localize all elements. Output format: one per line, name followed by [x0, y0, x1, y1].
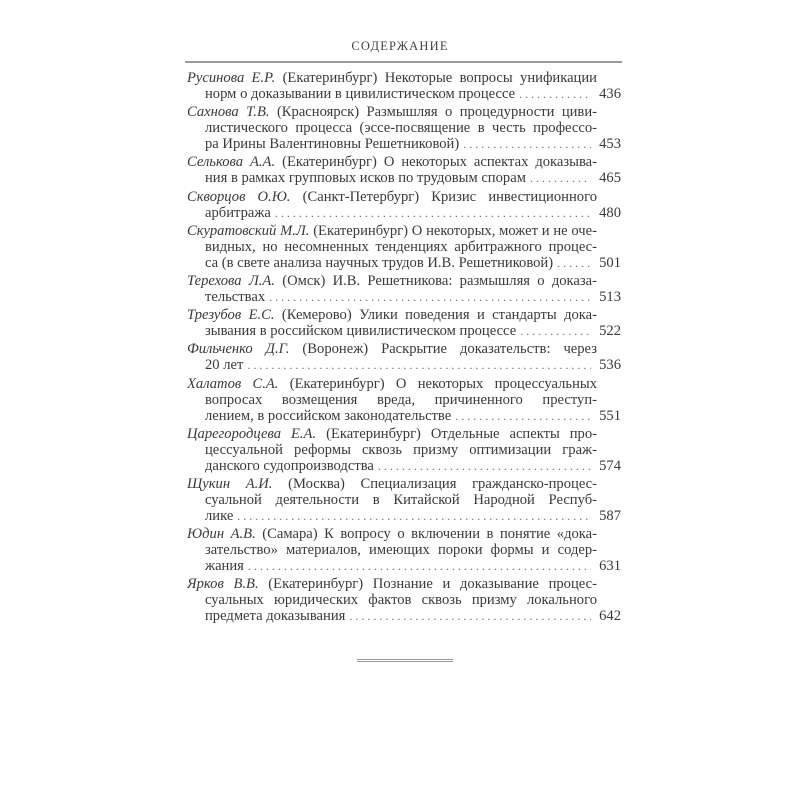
dot-leader: [455, 408, 591, 424]
entry-author: Селькова А.А.: [187, 154, 276, 171]
toc-entry: [187, 376, 621, 424]
entry-title-text: тельствах: [205, 288, 266, 305]
page-number: 631: [599, 558, 621, 575]
toc-entry: [187, 526, 621, 574]
page-number: 436: [599, 86, 621, 102]
entry-author: Ярков В.В.: [187, 576, 259, 593]
page-number: 536: [599, 357, 621, 374]
entry-text: [205, 458, 374, 474]
table-of-contents: [187, 70, 621, 626]
entry-text: [205, 608, 345, 624]
dot-leader: [275, 205, 591, 221]
entry-title-text: видных, но несомненных тенденциях арбитражного процес-: [205, 238, 597, 255]
toc-entry-last-line: [205, 323, 621, 339]
entry-title-text: листического процесса (эссе-посвящение в честь профессо-: [205, 120, 597, 137]
dot-leader: [248, 558, 591, 574]
toc-entry: [187, 273, 621, 305]
page-number: 453: [599, 136, 621, 153]
toc-entry: [187, 426, 621, 474]
toc-entry-line: [187, 104, 597, 120]
toc-entry: [187, 476, 621, 524]
entry-text: [205, 289, 265, 305]
entry-author: Скуратовский М.Л.: [187, 222, 310, 239]
toc-entry-last-line: [205, 408, 621, 424]
toc-entry-last-line: [205, 136, 621, 152]
toc-entry-line: [205, 442, 597, 458]
page-number: 480: [599, 204, 621, 221]
header-rule: [185, 61, 622, 63]
running-header: СОДЕРЖАНИЕ: [351, 39, 449, 53]
toc-entry-line: [187, 576, 597, 592]
entry-title-text: (Самара) К вопросу о включении в понятие «дока-: [262, 526, 597, 543]
entry-title-text: (Екатеринбург) Познание и доказывание процес-: [268, 576, 597, 593]
toc-entry-last-line: [205, 357, 621, 373]
entry-text: [205, 205, 271, 221]
entry-title-text: (Красноярск) Размышляя о процедурности циви-: [276, 104, 597, 121]
entry-title-text: (Екатеринбург) О некоторых процессуальных: [289, 375, 597, 392]
toc-entry-last-line: [205, 508, 621, 524]
entry-title-text: зывания в российском цивилистическом процессе: [205, 323, 517, 340]
toc-entry-line: [187, 223, 597, 239]
toc-entry-last-line: [205, 205, 621, 221]
entry-title-text: жания: [205, 558, 244, 575]
page-number: 465: [599, 170, 621, 187]
toc-entry-line: [187, 476, 597, 492]
end-ornament-rule: [357, 659, 453, 662]
entry-title-text: са (в свете анализа научных трудов И.В. Решетниковой): [205, 254, 554, 271]
entry-text: [205, 558, 244, 574]
page-number: 574: [599, 457, 621, 474]
entry-text: [205, 255, 553, 271]
toc-entry-line: [205, 592, 597, 608]
entry-title-text: норм о доказывании в цивилистическом процессе: [205, 86, 516, 102]
toc-entry-line: [205, 120, 597, 136]
toc-entry: [187, 154, 621, 186]
toc-entry-line: [187, 307, 597, 323]
entry-text: [205, 357, 243, 373]
toc-entry: [187, 576, 621, 624]
entry-author: Скворцов О.Ю.: [187, 188, 291, 205]
entry-title-text: (Кемерово) Улики поведения и стандарты дока-: [281, 307, 597, 324]
dot-leader: [519, 86, 591, 102]
page-number: 501: [599, 254, 621, 271]
toc-entry: [187, 341, 621, 373]
entry-title-text: (Воронеж) Раскрытие доказательств: через: [302, 341, 597, 358]
dot-leader: [530, 170, 591, 186]
entry-title-text: (Екатеринбург) О некоторых аспектах доказыва-: [282, 154, 597, 171]
toc-entry-last-line: [205, 289, 621, 305]
toc-entry-line: [187, 376, 597, 392]
page-number: 551: [599, 407, 621, 424]
toc-entry: [187, 70, 621, 102]
toc-entry: [187, 189, 621, 221]
entry-title-text: лике: [205, 507, 234, 524]
entry-title-text: зательство» материалов, имеющих пороки формы и содер-: [205, 542, 597, 559]
entry-author: Халатов С.А.: [187, 375, 279, 392]
entry-title-text: (Омск) И.В. Решетникова: размышляя о доказа-: [282, 272, 597, 289]
page-number: 513: [599, 288, 621, 305]
entry-author: Сахнова Т.В.: [187, 104, 270, 121]
toc-entry-line: [187, 526, 597, 542]
toc-entry-last-line: [205, 170, 621, 186]
toc-entry-line: [187, 273, 597, 289]
toc-entry: [187, 307, 621, 339]
entry-text: [205, 323, 516, 339]
entry-title-text: ния в рамках групповых исков по трудовым спорам: [205, 170, 526, 187]
toc-entry-line: [187, 341, 597, 357]
entry-title-text: ра Ирины Валентиновны Решетниковой): [205, 136, 460, 153]
toc-entry-line: [187, 426, 597, 442]
entry-title-text: (Екатеринбург) О некоторых, может и не оче-: [313, 222, 597, 239]
entry-title-text: лением, в российском законодательстве: [205, 407, 452, 424]
entry-author: Трезубов Е.С.: [187, 307, 275, 324]
entry-title-text: (Екатеринбург) Некоторые вопросы унификации: [282, 70, 597, 86]
entry-title-text: (Екатеринбург) Отдельные аспекты про-: [326, 425, 597, 442]
entry-author: Царегородцева Е.А.: [187, 425, 317, 442]
toc-entry-line: [187, 154, 597, 170]
toc-entry-line: [205, 239, 597, 255]
toc-entry-line: [187, 189, 597, 205]
entry-title-text: (Санкт-Петербург) Кризис инвестиционного: [302, 188, 597, 205]
entry-title-text: суальной деятельности в Китайской Народной Респуб-: [205, 491, 597, 508]
entry-text: [205, 170, 526, 186]
toc-entry-last-line: [205, 86, 621, 102]
entry-author: Терехова Л.А.: [187, 272, 275, 289]
entry-title-text: суальных юридических фактов сквозь призму локального: [205, 592, 597, 609]
toc-entry-last-line: [205, 558, 621, 574]
entry-title-text: вопросах возмещения вреда, причиненного преступ-: [205, 391, 597, 408]
entry-text: [205, 86, 515, 102]
entry-author: Юдин А.В.: [187, 526, 256, 543]
entry-title-text: предмета доказывания: [205, 608, 346, 625]
toc-entry: [187, 223, 621, 271]
entry-title-text: 20 лет: [205, 357, 244, 374]
entry-title-text: цессуальной реформы сквозь призму оптимизации граж-: [205, 441, 597, 458]
entry-author: Русинова Е.Р.: [187, 70, 276, 86]
entry-title-text: данского судопроизводства: [205, 457, 374, 474]
dot-leader: [269, 289, 591, 305]
dot-leader: [349, 608, 591, 624]
toc-entry-last-line: [205, 458, 621, 474]
toc-entry: [187, 104, 621, 152]
toc-entry-last-line: [205, 255, 621, 271]
dot-leader: [463, 136, 591, 152]
toc-entry-line: [187, 70, 597, 86]
toc-entry-line: [205, 542, 597, 558]
page-number: 587: [599, 507, 621, 524]
dot-leader: [247, 357, 591, 373]
entry-title-text: арбитража: [205, 204, 271, 221]
toc-entry-line: [205, 492, 597, 508]
page-number: 642: [599, 608, 621, 625]
toc-entry-line: [205, 392, 597, 408]
entry-title-text: (Москва) Специализация гражданско-процес-: [288, 475, 597, 492]
dot-leader: [378, 458, 591, 474]
dot-leader: [557, 255, 591, 271]
page-number: 522: [599, 323, 621, 340]
entry-text: [205, 136, 459, 152]
dot-leader: [520, 323, 591, 339]
entry-author: Фильченко Д.Г.: [187, 341, 290, 358]
entry-text: [205, 408, 451, 424]
dot-leader: [237, 508, 591, 524]
toc-entry-last-line: [205, 608, 621, 624]
entry-author: Щукин А.И.: [187, 475, 273, 492]
entry-text: [205, 508, 233, 524]
